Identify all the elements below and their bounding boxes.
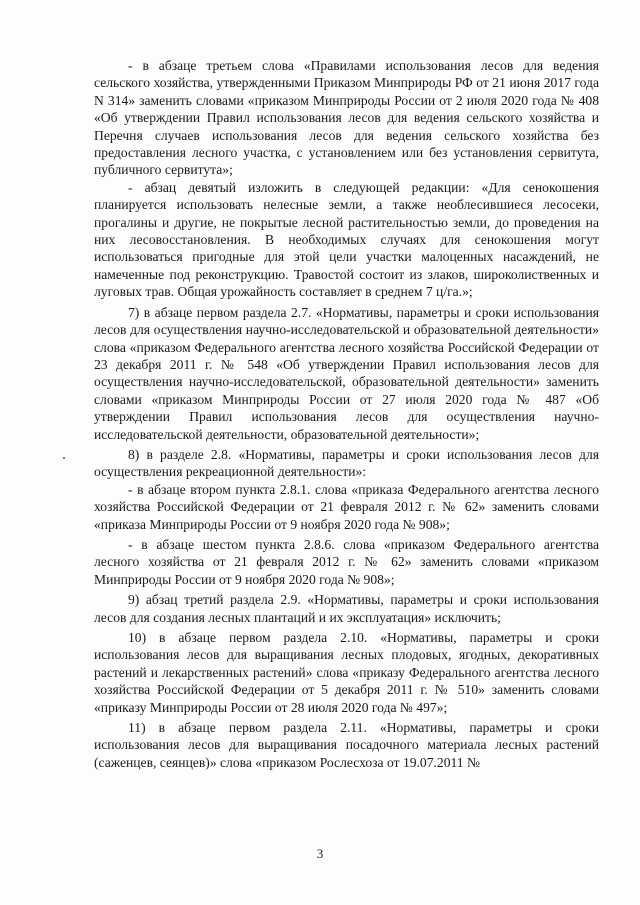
document-body (94, 57, 599, 771)
paragraph-1: - в абзаце третьем слова «Правилами использования лесов для ведения сельского хозяйства, утвержденными Приказом Минприроды РФ от 21 июня 2017 года N 314» заменить словами «приказом Минприроды России от 2 июля 2020 года № 408 «Об утверждении Правил использования лесов для ведения сельского хозяйства и Перечня случаев использования лесов для ведения сельского хозяйства без предоставления лесного участка, с установлением или без установления сервитута, публичного сервитута»; (94, 58, 599, 178)
paragraph-7: 9) абзац третий раздела 2.9. «Нормативы, параметры и сроки использования лесов для создания лесных плантаций и их эксплуатация» исключить; (94, 592, 599, 625)
paragraph-4: 8) в разделе 2.8. «Нормативы, параметры и сроки использования лесов для осуществления рекреационной деятельности»: (94, 446, 599, 480)
scan-speck (63, 457, 65, 459)
paragraph-2: - абзац девятый изложить в следующей редакции: «Для сенокошения планируется использовать нелесные земли, а также необлесившиеся лесосеки, прогалины и другие, не покрытые лесной растительностью земли, до проведения на них лесовосстановления. В необходимых случаях для сенокошения могут использоваться пригодные для этой цели участки малоценных насаждений, не намеченные под реконструкцию. Травостой состоит из злаков, широколиственных и луговых трав. Общая урожайность составляет в среднем 7 ц/га.»; (94, 179, 599, 300)
page-number: 3 (316, 846, 324, 861)
paragraph-5: - в абзаце втором пункта 2.8.1. слова «приказа Федерального агентства лесного хозяйства Российской Федерации от 21 февраля 2012 г. № 62» заменить словами «приказа Минприроды России от 9 ноября 2020 года № 908»; (94, 481, 599, 532)
paragraph-9: 11) в абзаце первом раздела 2.11. «Нормативы, параметры и сроки использования лесов для выращивания посадочного материала лесных растений (саженцев, сеянцев)» слова «приказом Рослесхоза от 19.07.2011 № (94, 720, 599, 770)
paragraph-6: - в абзаце шестом пункта 2.8.6. слова «приказом Федерального агентства лесного хозяйства от 21 февраля 2012 г. № 62» заменить словами «приказом Минприроды России от 9 ноября 2020 года № 908»; (94, 536, 599, 587)
paragraph-8: 10) в абзаце первом раздела 2.10. «Нормативы, параметры и сроки использования лесов для выращивания лесных плодовых, ягодных, декоративных растений и лекарственных растений» слова «приказу Федерального агентства лесного хозяйства Российской Федерации от 5 декабря 2011 г. № 510» заменить словами «приказу Минприроды России от 28 июля 2020 года № 497»; (94, 630, 599, 715)
paragraph-3: 7) в абзаце первом раздела 2.7. «Нормативы, параметры и сроки использования лесов для осуществления научно-исследовательской и образовательной деятельности» слова «приказом Федерального агентства лесного хозяйства Российской Федерации от 23 декабря 2011 г. № 548 «Об утверждении Правил использования лесов для осуществления научно-исследовательской, образовательной деятельности» заменить словами «приказом Минприроды России от 27 июля 2020 года № 487 «Об утверждении Правил использования лесов для осуществления научно-исследовательской деятельности, образовательной деятельности»; (94, 304, 599, 442)
